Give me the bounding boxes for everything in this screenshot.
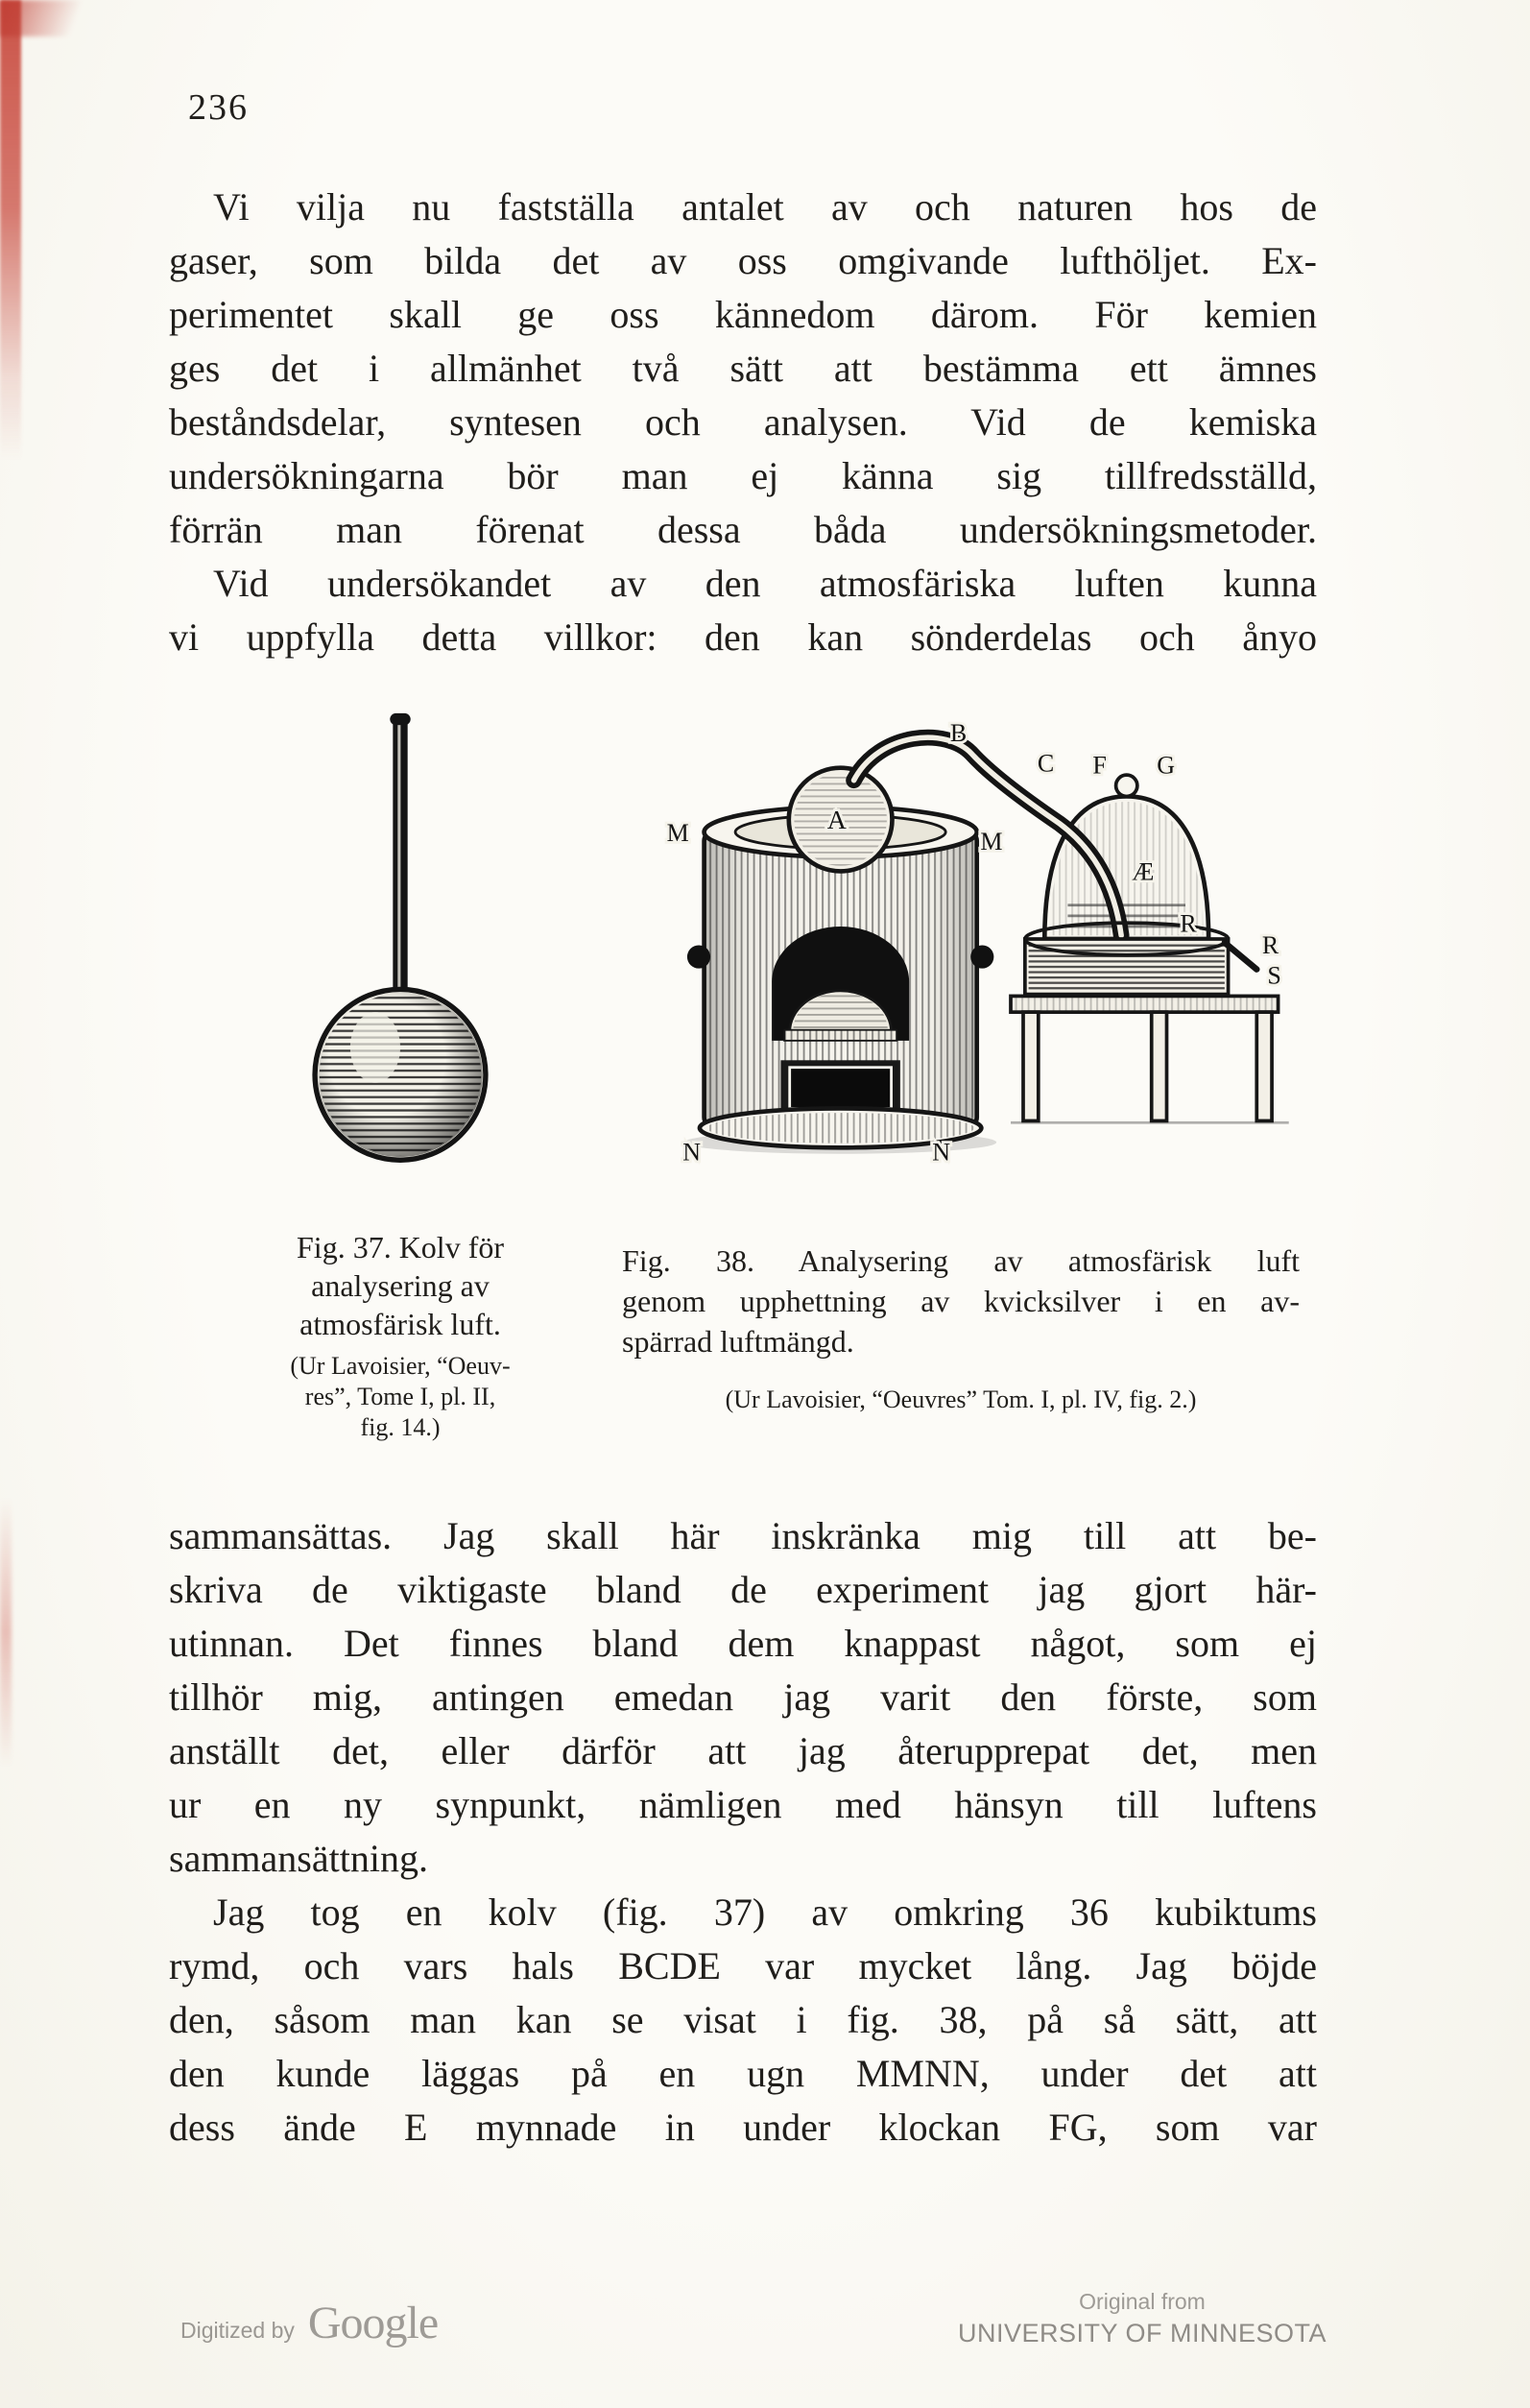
figure-38-caption (622, 1240, 1300, 1427)
text-line: dess ände E mynnade in under klockan FG, som var (169, 2106, 1317, 2149)
label-M-right: M (980, 828, 1003, 856)
label-F: F (1092, 751, 1107, 780)
source-line: fig. 14.) (360, 1413, 441, 1441)
text-line: tillhör mig, antingen emedan jag varit den förste, som (169, 1675, 1317, 1719)
text-line: Vi vilja nu fastställa antalet av och naturen hos de (213, 185, 1317, 229)
table-drawing (1011, 996, 1279, 1120)
text-line: gaser, som bilda det av oss omgivande lufthöljet. Ex- (169, 239, 1317, 282)
text-line: skriva de viktigaste bland de experiment jag gjort här- (169, 1568, 1317, 1611)
text-line: beståndsdelar, syntesen och analysen. Vid de kemiska (169, 400, 1317, 444)
page-number: 236 (188, 87, 249, 128)
text-line: sammansättning. (169, 1837, 428, 1880)
footer-original-from (931, 2289, 1353, 2348)
text-line: sammansättas. Jag skall här inskränka mig till att be- (169, 1514, 1317, 1557)
institution-name: UNIVERSITY OF MINNESOTA (957, 2319, 1327, 2348)
original-from-label: Original from (1079, 2289, 1206, 2314)
figure-38-apparatus-illustration (622, 714, 1300, 1214)
figure-37-source-note (251, 1351, 549, 1443)
text-line: Jag tog en kolv (fig. 37) av omkring 36 kubiktums (213, 1890, 1317, 1934)
caption-line: spärrad luftmängd. (622, 1324, 854, 1359)
text-line: den kunde läggas på en ugn MMNN, under det att (169, 2052, 1317, 2095)
text-line: den, såsom man kan se visat i fig. 38, på så sätt, att (169, 1998, 1317, 2041)
figure-37 (251, 703, 549, 1443)
footer-digitized (180, 2297, 438, 2349)
flask-bulb (315, 989, 486, 1160)
source-line: res”, Tome I, pl. II, (304, 1383, 496, 1410)
text-line: perimentet skall ge oss kännedom därom. För kemien (169, 293, 1317, 336)
scan-artifact-red-edge (0, 0, 21, 461)
figure-37-flask-illustration (290, 703, 511, 1174)
flask-neck (383, 713, 418, 1021)
text-line: utinnan. Det finnes bland dem knappast något, som ej (169, 1622, 1317, 1665)
paragraph-1 (169, 181, 1317, 557)
text-line: anställt det, eller därför att jag återupprepat det, men (169, 1729, 1317, 1772)
label-G: G (1157, 751, 1176, 780)
scan-artifact-edge-faint (0, 1498, 12, 1767)
paragraph-4 (169, 1886, 1317, 2155)
caption-line: analysering av (311, 1268, 490, 1303)
scan-artifact-corner (0, 0, 106, 36)
label-R-outer: R (1261, 930, 1279, 959)
figure-38 (622, 714, 1300, 1427)
paragraph-3 (169, 1509, 1317, 1886)
caption-line: Fig. 38. Analysering av atmosfärisk luft (622, 1243, 1300, 1278)
figure-38-source-note: (Ur Lavoisier, “Oeuvres” Tom. I, pl. IV, fig. 2.) (725, 1385, 1197, 1413)
label-B: B (949, 718, 968, 747)
text-block (169, 181, 1317, 2155)
caption-line: atmosfärisk luft. (299, 1307, 501, 1341)
label-AE: Æ (1132, 857, 1155, 886)
label-M-left: M (666, 818, 689, 847)
text-line: undersökningarna bör man ej känna sig tillfredsställd, (169, 454, 1317, 497)
text-line: rymd, och vars hals BCDE var mycket lång. Jag böjde (169, 1944, 1317, 1987)
text-line: ges det i allmänhet två sätt att bestämma ett ämnes (169, 347, 1317, 390)
text-line: vi uppfylla detta villkor: den kan sönderdelas och ånyo (169, 615, 1317, 659)
label-S: S (1267, 961, 1281, 990)
label-A: A (826, 805, 847, 835)
label-C: C (1037, 749, 1055, 778)
figures-region (169, 664, 1317, 1509)
caption-line: genom upphettning av kvicksilver i en av- (622, 1284, 1300, 1318)
source-line: (Ur Lavoisier, “Oeuv- (290, 1352, 511, 1380)
paragraph-2 (169, 557, 1317, 664)
digitized-by-label: Digitized by (180, 2318, 295, 2343)
figure-37-caption (251, 1228, 549, 1443)
caption-line: Fig. 37. Kolv för (297, 1230, 504, 1264)
label-N-left: N (682, 1138, 702, 1167)
label-R-inner: R (1180, 909, 1197, 938)
text-line: ur en ny synpunkt, nämligen med hänsyn till luftens (169, 1783, 1317, 1826)
text-line: Vid undersökandet av den atmosfäriska luften kunna (213, 562, 1317, 605)
text-line: förrän man förenat dessa båda undersökningsmetoder. (169, 508, 1317, 551)
label-N-right: N (932, 1138, 951, 1167)
google-logo: Google (307, 2298, 439, 2348)
